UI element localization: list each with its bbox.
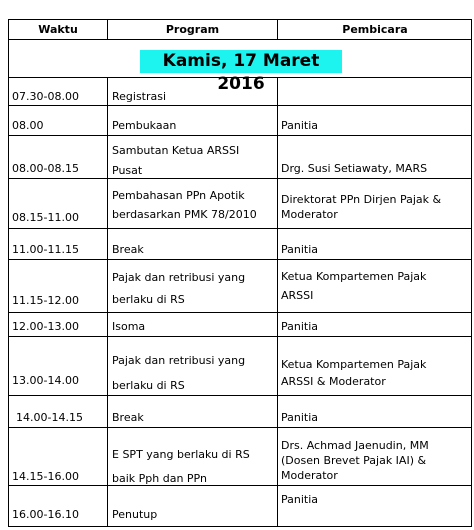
row-speaker: Panitia bbox=[281, 119, 319, 132]
row-program: Pajak dan retribusi yang berlaku di RS bbox=[112, 271, 246, 306]
row-speaker: Drg. Susi Setiawaty, MARS bbox=[281, 162, 428, 175]
row-divider bbox=[9, 228, 471, 229]
row-divider bbox=[9, 135, 471, 136]
row-divider bbox=[9, 427, 471, 428]
row-time: 08.00-08.15 bbox=[12, 162, 79, 175]
row-speaker: Ketua Kompartemen Pajak ARSSI & Moderator bbox=[281, 358, 427, 388]
row-program: Pajak dan retribusi yang berlaku di RS bbox=[112, 354, 246, 392]
row-divider bbox=[9, 105, 471, 106]
row-program: Pembukaan bbox=[112, 119, 177, 132]
row-program: Isoma bbox=[112, 320, 146, 333]
row-program: Pembahasan PPn Apotik berdasarkan PMK 78/2010 bbox=[112, 189, 257, 221]
row-time: 11.00-11.15 bbox=[12, 243, 79, 256]
row-time: 08.15-11.00 bbox=[12, 211, 79, 224]
row-time: 07.30-08.00 bbox=[12, 90, 79, 103]
row-divider bbox=[9, 259, 471, 260]
row-speaker: Panitia bbox=[281, 243, 319, 256]
row-speaker: Panitia bbox=[281, 320, 319, 333]
row-divider bbox=[9, 312, 471, 313]
row-time: 08.00 bbox=[12, 119, 44, 132]
row-time: 14.00-14.15 bbox=[16, 411, 83, 424]
row-divider bbox=[9, 336, 471, 337]
column-divider bbox=[277, 77, 278, 527]
row-time: 12.00-13.00 bbox=[12, 320, 79, 333]
row-time: 13.00-14.00 bbox=[12, 374, 79, 387]
header-time: Waktu bbox=[38, 23, 78, 36]
row-speaker: Panitia bbox=[281, 493, 319, 506]
row-program: Break bbox=[112, 243, 144, 256]
row-divider bbox=[9, 178, 471, 179]
row-program: Break bbox=[112, 411, 144, 424]
row-speaker: Drs. Achmad Jaenudin, MM (Dosen Brevet Pajak IAI) & Moderator bbox=[281, 439, 429, 482]
row-time: 14.15-16.00 bbox=[12, 470, 79, 483]
column-divider bbox=[107, 77, 108, 527]
row-program: E SPT yang berlaku di RS baik Pph dan PPn bbox=[112, 448, 250, 485]
row-program: Penutup bbox=[112, 508, 158, 521]
row-speaker: Ketua Kompartemen Pajak ARSSI bbox=[281, 270, 427, 302]
row-speaker: Panitia bbox=[281, 411, 319, 424]
header-divider bbox=[9, 39, 471, 40]
header-speaker: Pembicara bbox=[342, 23, 408, 36]
schedule-table bbox=[8, 19, 472, 527]
header-program: Program bbox=[165, 23, 220, 36]
row-time: 16.00-16.10 bbox=[12, 508, 79, 521]
day-banner: Kamis, 17 Maret 2016 bbox=[140, 50, 342, 73]
row-program: Registrasi bbox=[112, 90, 167, 103]
row-speaker: Direktorat PPn Dirjen Pajak & Moderator bbox=[281, 193, 442, 221]
row-program: Sambutan Ketua ARSSI Pusat bbox=[112, 144, 240, 177]
row-time: 11.15-12.00 bbox=[12, 294, 79, 307]
